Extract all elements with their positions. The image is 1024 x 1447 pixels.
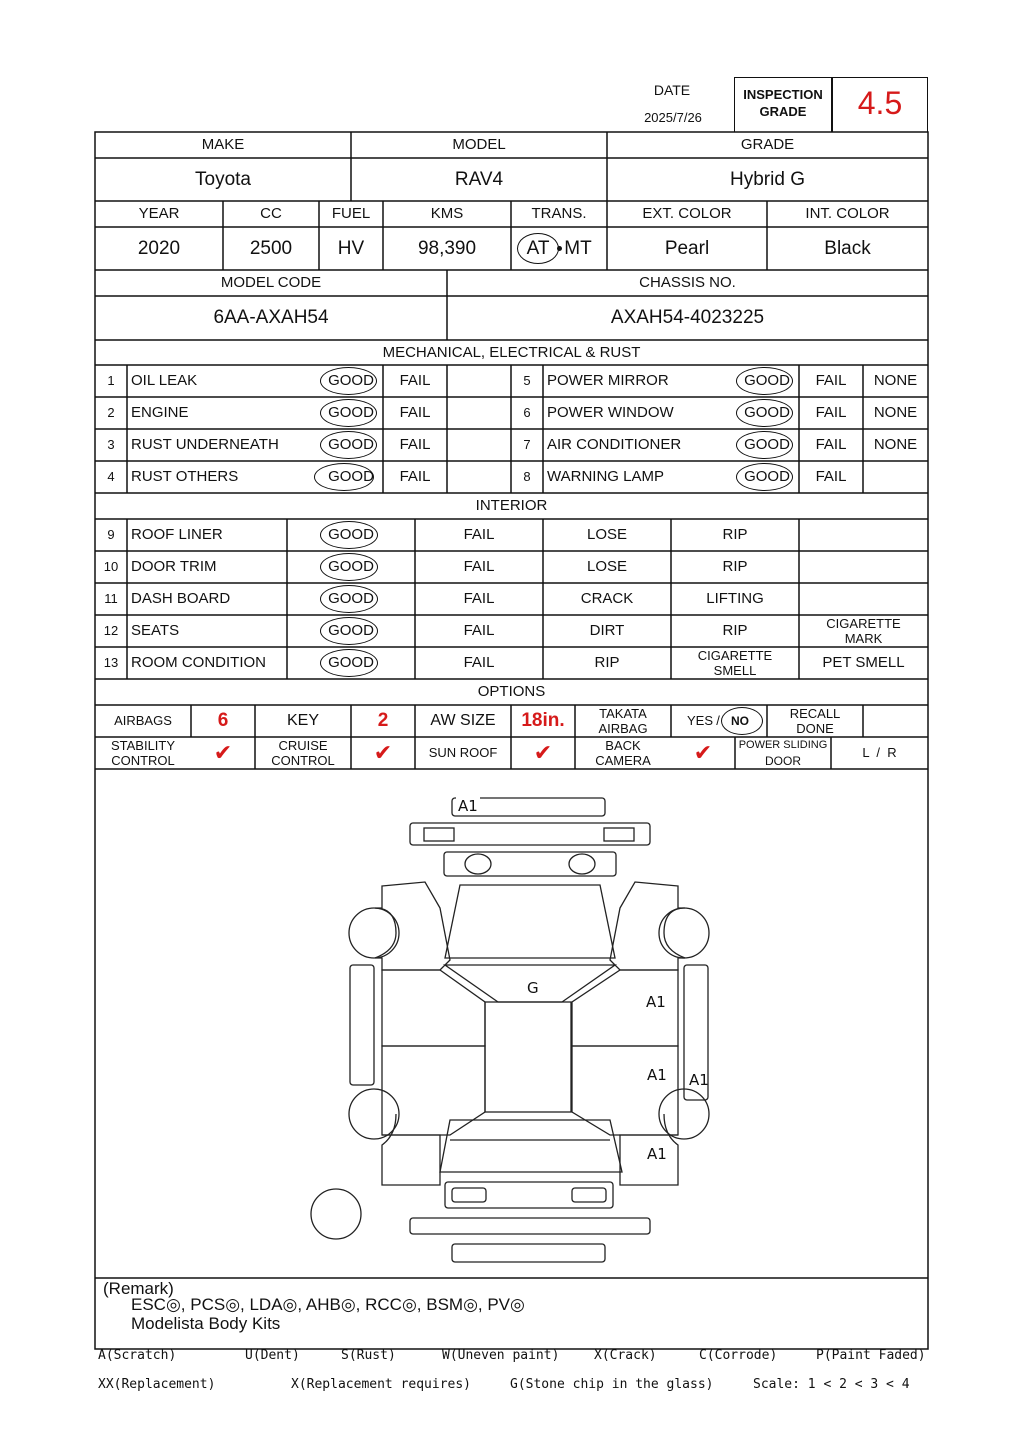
- cruise-label-1: CRUISE: [278, 738, 328, 754]
- interior-col5: [799, 519, 928, 551]
- mech-good: GOOD: [328, 436, 374, 454]
- damage-mark: A1: [458, 797, 478, 815]
- date-value: 2025/7/26: [644, 110, 702, 126]
- mech-good: GOOD: [328, 468, 374, 486]
- interior-col4: RIP: [722, 558, 748, 576]
- trans-at: AT: [526, 237, 550, 259]
- interior-col3: LOSE: [586, 558, 628, 576]
- interior-col5: [799, 551, 928, 583]
- trans-label: TRANS.: [531, 205, 587, 223]
- model-code-value: 6AA-AXAH54: [213, 307, 329, 329]
- mech-row-num: 7: [523, 437, 531, 453]
- interior-title: INTERIOR: [475, 497, 548, 515]
- int-color-value: Black: [824, 237, 871, 259]
- damage-mark: A1: [646, 993, 666, 1011]
- mech-row-label: POWER WINDOW: [547, 404, 674, 422]
- damage-mark: A1: [647, 1066, 667, 1084]
- mech-fail: FAIL: [399, 468, 431, 486]
- damage-mark: A1: [689, 1071, 709, 1089]
- legend-corrode: C(Corrode): [699, 1348, 778, 1363]
- interior-col4: RIP: [722, 622, 748, 640]
- chassis-value: AXAH54-4023225: [610, 307, 765, 329]
- chassis-label: CHASSIS NO.: [639, 274, 736, 292]
- legend-rust: S(Rust): [341, 1348, 396, 1363]
- grade-label-1: INSPECTION: [743, 87, 823, 103]
- power-sliding-label-2: DOOR: [765, 753, 801, 768]
- interior-col5-line2: MARK: [844, 631, 883, 647]
- legend-scale: Scale: 1 < 2 < 3 < 4: [753, 1377, 910, 1392]
- interior-row-num: 9: [107, 527, 115, 543]
- interior-row-label: DASH BOARD: [131, 590, 231, 608]
- back-camera-label-1: BACK: [605, 738, 641, 754]
- grade-label: GRADE: [740, 136, 795, 154]
- airbags-value: 6: [217, 710, 229, 732]
- good-selected-circle: [736, 431, 793, 459]
- mech-row-num: 3: [107, 437, 115, 453]
- mech-fail: FAIL: [815, 404, 847, 422]
- kms-value: 98,390: [417, 237, 477, 259]
- date-label: DATE: [653, 81, 691, 98]
- recall-label-1: RECALL: [789, 706, 841, 722]
- interior-fail: FAIL: [463, 622, 495, 640]
- airbags-label: AIRBAGS: [114, 713, 172, 729]
- interior-row-label: ROOF LINER: [131, 526, 223, 544]
- mech-good: GOOD: [744, 436, 790, 454]
- interior-col5: [799, 583, 928, 615]
- mech-fail: FAIL: [399, 372, 431, 390]
- remark-line-2: Modelista Body Kits: [131, 1314, 281, 1333]
- mech-row-label: AIR CONDITIONER: [547, 436, 682, 454]
- interior-col5-line1: CIGARETTE: [826, 616, 901, 632]
- model-value: RAV4: [454, 168, 504, 190]
- interior-fail: FAIL: [463, 590, 495, 608]
- remark-label: (Remark): [103, 1279, 174, 1298]
- legend-replacement-requires: X(Replacement requires): [291, 1377, 472, 1392]
- legend-replacement: XX(Replacement): [98, 1377, 216, 1392]
- good-selected-circle: [320, 649, 378, 677]
- mech-none: NONE: [873, 372, 918, 390]
- interior-col4-line2: SMELL: [713, 663, 757, 679]
- cruise-check-icon: ✔: [373, 740, 393, 766]
- interior-col3: DIRT: [589, 622, 625, 640]
- make-value: Toyota: [195, 168, 251, 190]
- stability-label-2: CONTROL: [111, 753, 175, 769]
- mech-row-num: 5: [523, 373, 531, 389]
- mech-row-label: OIL LEAK: [131, 372, 198, 390]
- mech-none: NONE: [873, 436, 918, 454]
- key-value: 2: [377, 710, 389, 732]
- mech-fail: FAIL: [815, 372, 847, 390]
- interior-good: GOOD: [328, 558, 374, 576]
- interior-col4-line1: CIGARETTE: [697, 648, 773, 664]
- sunroof-label: SUN ROOF: [428, 745, 498, 761]
- interior-row-label: SEATS: [131, 622, 180, 640]
- good-selected-circle: [320, 521, 378, 549]
- fuel-label: FUEL: [331, 205, 371, 223]
- aw-size-value: 18in.: [521, 710, 565, 732]
- legend-crack: X(Crack): [594, 1348, 657, 1363]
- mech-row-num: 4: [107, 469, 115, 485]
- mech-fail: FAIL: [815, 468, 847, 486]
- car-damage-diagram: [300, 790, 720, 1270]
- int-color-label: INT. COLOR: [805, 205, 890, 223]
- interior-row-label: DOOR TRIM: [131, 558, 217, 576]
- remark-line-1: ESC◎, PCS◎, LDA◎, AHB◎, RCC◎, BSM◎, PV◎: [131, 1295, 525, 1314]
- mech-good: GOOD: [744, 468, 790, 486]
- good-selected-circle: [736, 367, 793, 395]
- interior-row-num: 12: [103, 623, 119, 639]
- mech-none: [863, 461, 928, 493]
- legend-scratch: A(Scratch): [98, 1348, 177, 1363]
- good-selected-circle: [320, 617, 378, 645]
- good-selected-circle: [320, 553, 378, 581]
- interior-fail: FAIL: [463, 654, 495, 672]
- mech-fail: FAIL: [399, 436, 431, 454]
- mech-row-label: RUST OTHERS: [131, 468, 239, 486]
- model-code-label: MODEL CODE: [220, 274, 322, 292]
- interior-fail: FAIL: [463, 558, 495, 576]
- mech-good: GOOD: [744, 404, 790, 422]
- legend-uneven-paint: W(Uneven paint): [442, 1348, 560, 1363]
- mech-row-num: 1: [107, 373, 115, 389]
- mech-row-label: WARNING LAMP: [547, 468, 664, 486]
- fuel-value: HV: [337, 237, 365, 259]
- mech-good: GOOD: [328, 404, 374, 422]
- mech-fail: FAIL: [399, 404, 431, 422]
- good-selected-circle: [320, 367, 377, 395]
- mech-row-label: POWER MIRROR: [547, 372, 669, 390]
- interior-fail: FAIL: [463, 526, 495, 544]
- power-sliding-lr: L / R: [862, 745, 897, 761]
- trans-mt: MT: [564, 237, 592, 259]
- key-label: KEY: [286, 711, 319, 729]
- mech-row-label: ENGINE: [131, 404, 189, 422]
- interior-good: GOOD: [328, 654, 374, 672]
- recall-label-2: DONE: [796, 721, 834, 737]
- interior-good: GOOD: [328, 526, 374, 544]
- interior-good: GOOD: [328, 622, 374, 640]
- back-camera-label-2: CAMERA: [595, 753, 651, 769]
- takata-yes: YES: [686, 713, 713, 729]
- interior-col5: PET SMELL: [822, 654, 905, 672]
- takata-label-2: AIRBAG: [598, 721, 648, 737]
- good-selected-circle: [320, 399, 377, 427]
- year-label: YEAR: [138, 205, 180, 223]
- cc-value: 2500: [249, 237, 293, 259]
- back-camera-check-icon: ✔: [693, 740, 713, 766]
- trans-at-selected-circle: [517, 233, 559, 264]
- power-sliding-label-1: POWER SLIDING: [738, 739, 828, 752]
- mech-row-num: 6: [523, 405, 531, 421]
- grade-value: Hybrid G: [730, 168, 805, 190]
- good-selected-circle: [320, 585, 378, 613]
- legend-dent: U(Dent): [245, 1348, 300, 1363]
- inspection-grade-value: 4.5: [857, 85, 903, 122]
- good-selected-circle: [314, 463, 374, 491]
- damage-mark: G: [527, 979, 539, 997]
- kms-label: KMS: [430, 205, 464, 223]
- legend-stone-chip: G(Stone chip in the glass): [510, 1377, 714, 1392]
- ext-color-label: EXT. COLOR: [642, 205, 732, 223]
- interior-col3: RIP: [594, 654, 620, 672]
- takata-label-1: TAKATA: [599, 706, 647, 722]
- mech-row-label: RUST UNDERNEATH: [131, 436, 279, 454]
- interior-row-num: 10: [103, 559, 119, 575]
- model-label: MODEL: [452, 136, 506, 154]
- takata-no-selected-circle: [721, 707, 763, 735]
- mech-row-num: 8: [523, 469, 531, 485]
- sunroof-check-icon: ✔: [533, 740, 553, 766]
- ext-color-value: Pearl: [664, 237, 710, 259]
- mech-good: GOOD: [744, 372, 790, 390]
- make-label: MAKE: [201, 136, 245, 154]
- takata-slash: /: [716, 713, 720, 729]
- good-selected-circle: [320, 431, 377, 459]
- interior-col3: LOSE: [586, 526, 628, 544]
- mech-row-num: 2: [107, 405, 115, 421]
- interior-row-num: 11: [104, 591, 118, 607]
- takata-no: NO: [731, 713, 749, 728]
- mech-fail: FAIL: [815, 436, 847, 454]
- options-title: OPTIONS: [477, 683, 546, 701]
- mech-none: NONE: [873, 404, 918, 422]
- interior-col4: LIFTING: [706, 590, 764, 608]
- mech-good: GOOD: [328, 372, 374, 390]
- interior-col3: CRACK: [580, 590, 634, 608]
- interior-good: GOOD: [328, 590, 374, 608]
- interior-col4: RIP: [722, 526, 748, 544]
- mechanical-title: MECHANICAL, ELECTRICAL & RUST: [382, 343, 641, 361]
- good-selected-circle: [736, 399, 793, 427]
- damage-mark: A1: [647, 1145, 667, 1163]
- aw-size-label: AW SIZE: [430, 711, 496, 729]
- interior-row-num: 13: [103, 655, 119, 671]
- year-value: 2020: [137, 237, 181, 259]
- good-selected-circle: [736, 463, 793, 491]
- stability-check-icon: ✔: [213, 740, 233, 766]
- legend-paint-faded: P(Paint Faded): [816, 1348, 926, 1363]
- cc-label: CC: [260, 205, 282, 223]
- interior-row-label: ROOM CONDITION: [131, 654, 266, 672]
- cruise-label-2: CONTROL: [271, 753, 335, 769]
- grade-label-2: GRADE: [759, 104, 807, 120]
- stability-label-1: STABILITY: [110, 738, 176, 754]
